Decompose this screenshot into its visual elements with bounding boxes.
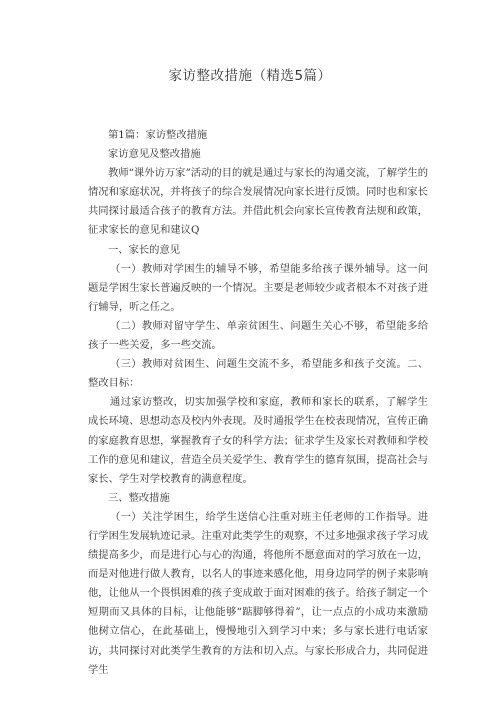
- article-subheading: 家访意见及整改措施: [108, 148, 201, 161]
- measure-paragraph-1: （一）关注学困生，给学生送信心注重对班主任老师的工作指导。进行学困生发展轨迹记录。注重对此类学生的观察，不过多地强求孩子学习成绩提高多少，而是进行心与心的沟通，将他所不愿意面对的学习放在一边，而是对他进行做人教育，以名人的事迹来感化他，用身边同学的例子来影响他，让他从一个畏惧困难的孩子变成敢于面对困难的孩子。给孩子制定一个短期而又具体的目标，让他能够“踮脚够得着”，让一点点的小成功来激励他树立信心，在此基础上，慢慢地引入到学习中来；多与家长进行电话家访，共同探讨对此类学生教育的方法和切入点。与家长形成合力，共同促进学生: [88, 510, 428, 676]
- section-heading-parent-opinions: 一、家长的意见: [108, 243, 181, 256]
- opinion-paragraph-1: （一）教师对学困生的辅导不够，希望能多给孩子课外辅导。这一问题是学困生家长普遍反映的一个情况。主要是老师较少或者根本不对孩子进行辅导，听之任之。: [88, 262, 428, 313]
- document-body: [88, 126, 428, 680]
- opinion-paragraph-2: （二）教师对留守学生、单亲贫困生、问题生关心不够，希望能多给孩子一些关爱，多一些交流。: [88, 319, 428, 352]
- intro-paragraph: 教师“课外访万家”活动的目的就是通过与家长的沟通交流，了解学生的情况和家庭状况，并将孩子的综合发展情况向家长进行反馈。同时也和家长共同探讨最适合孩子的教育方法。并借此机会向家长宣传教育法规和政策，征求家长的意见和建议Q: [88, 167, 428, 237]
- document-title: 家访整改措施（精选5篇）: [168, 68, 332, 84]
- article-heading: 第1篇：家访整改措施: [108, 129, 208, 141]
- opinion-paragraph-3: （三）教师对贫困生、问题生交流不多，希望能多和孩子交流。二、整改目标：: [88, 358, 428, 390]
- section-heading-measures: 三、整改措施: [108, 491, 170, 504]
- goals-paragraph: 通过家访整改，切实加强学校和家庭，教师和家长的联系，了解学生成长环境、思想动态及校内外表现。及时通报学生在校表现情况，宣传正确的家庭教育思想，掌握教育子女的科学方法；征求学生及家长对教师和学校工作的意见和建议，营造全员关爱学生、教育学生的德育氛围，提高社会与家长、学生对学校教育的满意程度。: [88, 396, 428, 485]
